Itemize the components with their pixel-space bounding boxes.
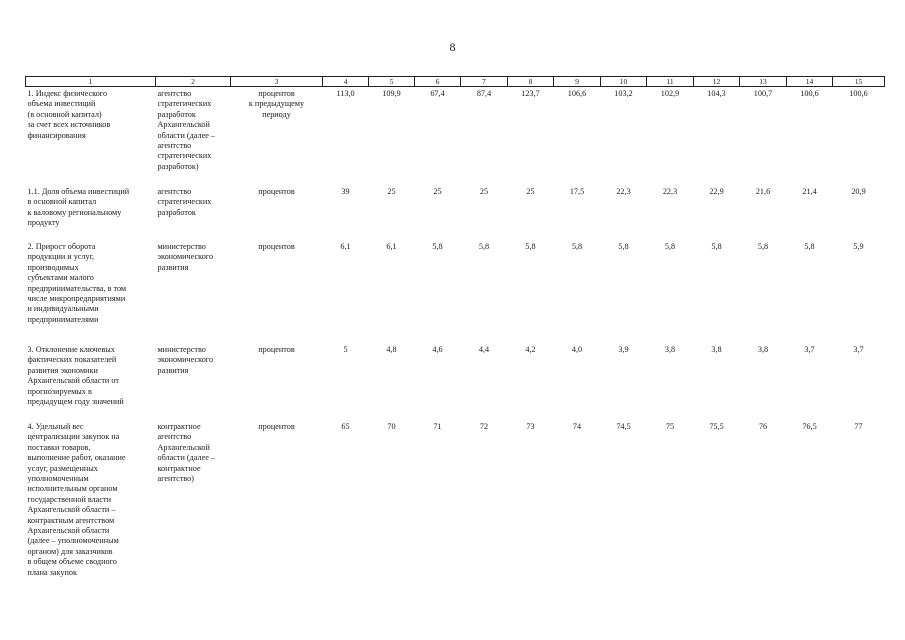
year-value: 5,8: [804, 242, 815, 251]
year-value: 67,4: [430, 89, 445, 98]
unit-of-measure: процентов к предыдущему периоду: [248, 89, 305, 119]
year-value: 74: [572, 422, 582, 431]
year-value: 106,6: [567, 89, 587, 98]
year-value: 73: [526, 422, 535, 431]
year-value: 65: [341, 422, 350, 431]
year-value: 87,4: [476, 89, 492, 98]
year-value: 5,8: [571, 242, 583, 251]
column-number: 11: [647, 77, 694, 87]
year-value: 109,9: [382, 89, 401, 98]
year-value: 5,8: [432, 242, 443, 251]
column-number: 7: [461, 77, 508, 87]
column-number: 3: [231, 77, 323, 87]
year-value: 100,7: [753, 89, 773, 98]
column-number-row: [26, 77, 885, 87]
year-value: 123,7: [521, 89, 540, 98]
column-number: 4: [323, 77, 369, 87]
unit-of-measure: процентов: [258, 422, 295, 431]
year-value: 25: [387, 187, 396, 196]
year-value: 71: [433, 422, 442, 431]
indicator-name: 2. Прирост оборота продукции и услуг, производимых субъектами малого предпринимательства, в том числе микропредприятиями и индивидуальными предпринимателями: [27, 242, 127, 324]
responsible-body: министерство экономического развития: [157, 242, 214, 272]
column-number: 15: [833, 77, 885, 87]
year-value: 25: [526, 187, 535, 196]
responsible-body: министерство экономического развития: [157, 345, 214, 375]
indicator-name: 1.1. Доля объема инвестиций в основной капитал к валовому региональному продукту: [27, 187, 130, 228]
year-value: 5,9: [853, 242, 864, 251]
column-number: 1: [26, 77, 156, 87]
table-row: [26, 240, 885, 343]
column-number: 13: [740, 77, 787, 87]
year-value: 4,2: [525, 345, 536, 354]
indicator-name: 4. Удельный вес централизации закупок на поставки товаров, выполнение работ, оказание услуг, размещенных уполномоченным исполнительным органом государственной власти Архангельской области – контрактным агентством Архангельской области (далее – уполномоченным органом) для заказчиков в общем объеме сводного плана закупок: [27, 422, 126, 577]
year-value: 100,6: [849, 89, 868, 98]
column-number: 14: [787, 77, 833, 87]
year-value: 76: [758, 422, 768, 431]
year-value: 3,7: [804, 345, 815, 354]
year-value: 6,1: [386, 242, 397, 251]
year-value: 17,5: [569, 187, 585, 196]
column-number: 12: [694, 77, 740, 87]
indicators-table: [25, 76, 885, 592]
year-value: 72: [479, 422, 489, 431]
column-number: 6: [415, 77, 461, 87]
year-value: 22,3: [662, 187, 678, 196]
year-value: 100,6: [800, 89, 819, 98]
indicator-name: 3. Отклонение ключевых фактических показателей развития экономики Архангельской области от прогнозируемых в предыдущем году значений: [27, 345, 124, 407]
responsible-body: контрактное агентство Архангельской области (далее – контрактное агентство): [157, 422, 216, 484]
year-value: 5: [343, 345, 348, 354]
year-value: 21,4: [802, 187, 817, 196]
column-number: 8: [508, 77, 554, 87]
year-value: 25: [433, 187, 442, 196]
year-value: 102,9: [660, 89, 680, 98]
year-value: 75,5: [709, 422, 724, 431]
year-value: 21,6: [755, 187, 771, 196]
year-value: 20,9: [851, 187, 866, 196]
year-value: 103,2: [614, 89, 633, 98]
year-value: 3,9: [618, 345, 629, 354]
year-value: 3,8: [757, 345, 769, 354]
year-value: 75: [665, 422, 675, 431]
unit-of-measure: процентов: [258, 242, 295, 251]
year-value: 3,7: [853, 345, 864, 354]
table-row: [26, 343, 885, 420]
year-value: 104,3: [707, 89, 726, 98]
unit-of-measure: процентов: [258, 187, 295, 196]
indicator-name: 1. Индекс физического объема инвестиций (в основной капитал) за счет всех источников финансирования: [27, 89, 111, 140]
year-value: 4,6: [432, 345, 443, 354]
year-value: 4,8: [386, 345, 397, 354]
year-value: 5,8: [711, 242, 722, 251]
table-row: [26, 185, 885, 240]
unit-of-measure: процентов: [258, 345, 295, 354]
year-value: 5,8: [664, 242, 676, 251]
year-value: 3,8: [664, 345, 676, 354]
year-value: 6,1: [340, 242, 351, 251]
year-value: 22,9: [709, 187, 724, 196]
year-value: 113,0: [336, 89, 355, 98]
column-number: 10: [601, 77, 647, 87]
year-value: 5,8: [478, 242, 490, 251]
year-value: 4,0: [571, 345, 583, 354]
year-value: 77: [854, 422, 863, 431]
year-value: 3,8: [711, 345, 722, 354]
year-value: 74,5: [616, 422, 631, 431]
year-value: 22,3: [616, 187, 631, 196]
year-value: 76,5: [802, 422, 817, 431]
year-value: 5,8: [525, 242, 536, 251]
table-row: [26, 420, 885, 592]
table-row: [26, 87, 885, 186]
column-number: 5: [369, 77, 415, 87]
year-value: 39: [341, 187, 350, 196]
year-value: 5,8: [757, 242, 769, 251]
year-value: 70: [387, 422, 396, 431]
year-value: 4,4: [478, 345, 490, 354]
column-number: 9: [554, 77, 601, 87]
year-value: 25: [479, 187, 489, 196]
year-value: 5,8: [618, 242, 629, 251]
column-number: 2: [156, 77, 231, 87]
responsible-body: агентство стратегических разработок: [157, 187, 212, 217]
responsible-body: агентство стратегических разработок Архангельской области (далее – агентство стратегических разработок): [157, 89, 216, 171]
page-number: 8: [449, 40, 456, 54]
